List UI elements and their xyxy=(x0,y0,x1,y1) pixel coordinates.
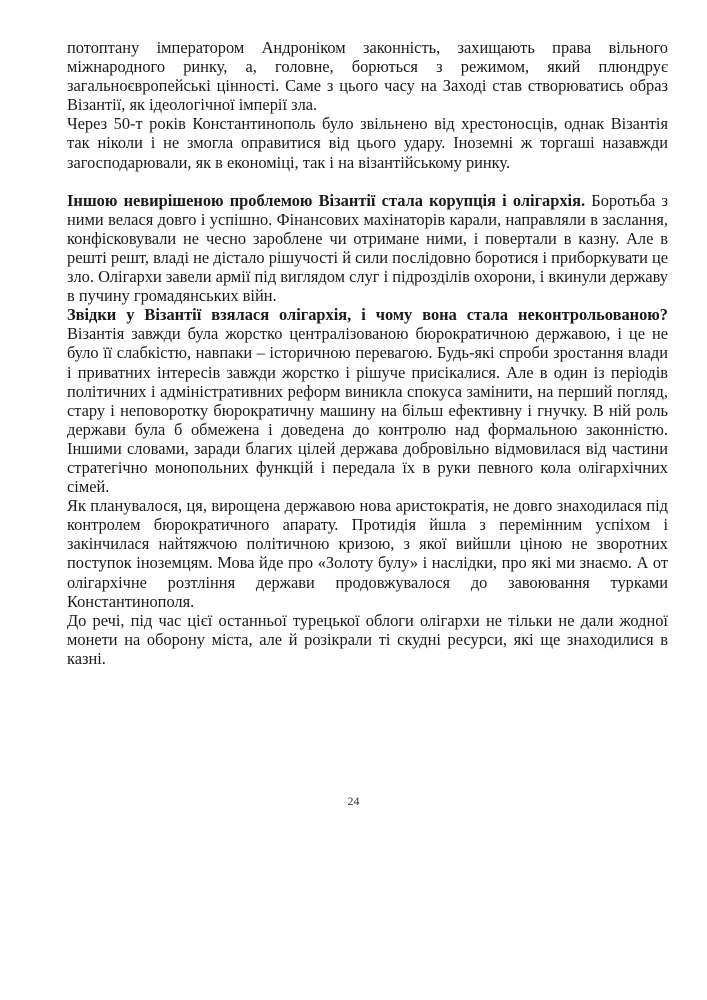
paragraph-text: Візантія завжди була жорстко централізованою бюрократичною державою, і це не було її слабкістю, навпаки – історичною перевагою. Будь-які спроби зростання влади і приватних інтересів завжди жорстко і рішуче присікалися. Але в один із періодів політичних і адміністративних реформ виникла спокуса замінити, на перший погляд, стару і неповоротку бюрократичну машину на більш ефективну і гнучку. В ній роль держави була б обмежена і доведена до контролю над формальною законністю. Іншими словами, заради благих цілей держава добровільно відмовилася від частини стратегічно монопольних функцій і передала їх в руки певного кола олігархічних сімей. xyxy=(67,324,668,497)
paragraph-4 xyxy=(67,305,668,496)
paragraph-text: Як планувалося, ця, вирощена державою нова аристократія, не довго знаходилася під контролем бюрократичного апарату. Протидія йшла з перемінним успіхом і закінчилася найтяжчою політичною кризою, з якої вийшли ціною не зворотних поступок іноземцям. Мова йде про «Золоту булу» і наслідки, про які ми знаємо. А от олігархічне розтління держави продовжувалося до завоювання турками Константинополя. xyxy=(67,496,668,611)
paragraph-text: Боротьба з ними велася довго і успішно. Фінансових махінаторів карали, направляли в заслання, конфісковували не чесно зароблене чи отримане ними, і повертали в казну. Але в решті решт, владі не дістало рішучості й сили послідовно боротися і приборкувати це зло. Олігархи завели армії під виглядом слуг і підрозділів охорони, і вкинули державу в пучину громадянських війн. xyxy=(67,190,668,306)
paragraph-1 xyxy=(67,38,668,114)
paragraph-5 xyxy=(67,496,668,611)
document-page xyxy=(67,38,668,668)
paragraph-text: Через 50-т років Константинополь було звільнено від хрестоносців, однак Візантія так ніколи і не змогла оправитися від цього удару. Іноземні ж торгаші назавжди загосподарювали, як в економіці, так і на візантійському ринку. xyxy=(67,114,668,172)
paragraph-gap xyxy=(67,172,668,191)
page-number: 24 xyxy=(347,794,360,808)
paragraph-3 xyxy=(67,191,668,306)
paragraph-lead-bold: Звідки у Візантії взялася олігархія, і чому вона стала неконтрольованою? xyxy=(67,305,668,325)
paragraph-lead-bold: Іншою невирішеною проблемою Візантії стала корупція і олігархія. xyxy=(67,190,586,210)
paragraph-6 xyxy=(67,611,668,668)
paragraph-text: потоптану імператором Андроніком законність, захищають права вільного міжнародного ринку, а, головне, борються з режимом, який плюндрує загальноєвропейські цінності. Саме з цього часу на Заході став створюватись образ Візантії, як ідеологічної імперії зла. xyxy=(67,38,668,115)
paragraph-text: До речі, під час цієї останньої турецької облоги олігархи не тільки не дали жодної монети на оборону міста, але й розікрали ті скудні ресурси, які ще знаходилися в казні. xyxy=(67,610,668,668)
paragraph-2 xyxy=(67,114,668,171)
